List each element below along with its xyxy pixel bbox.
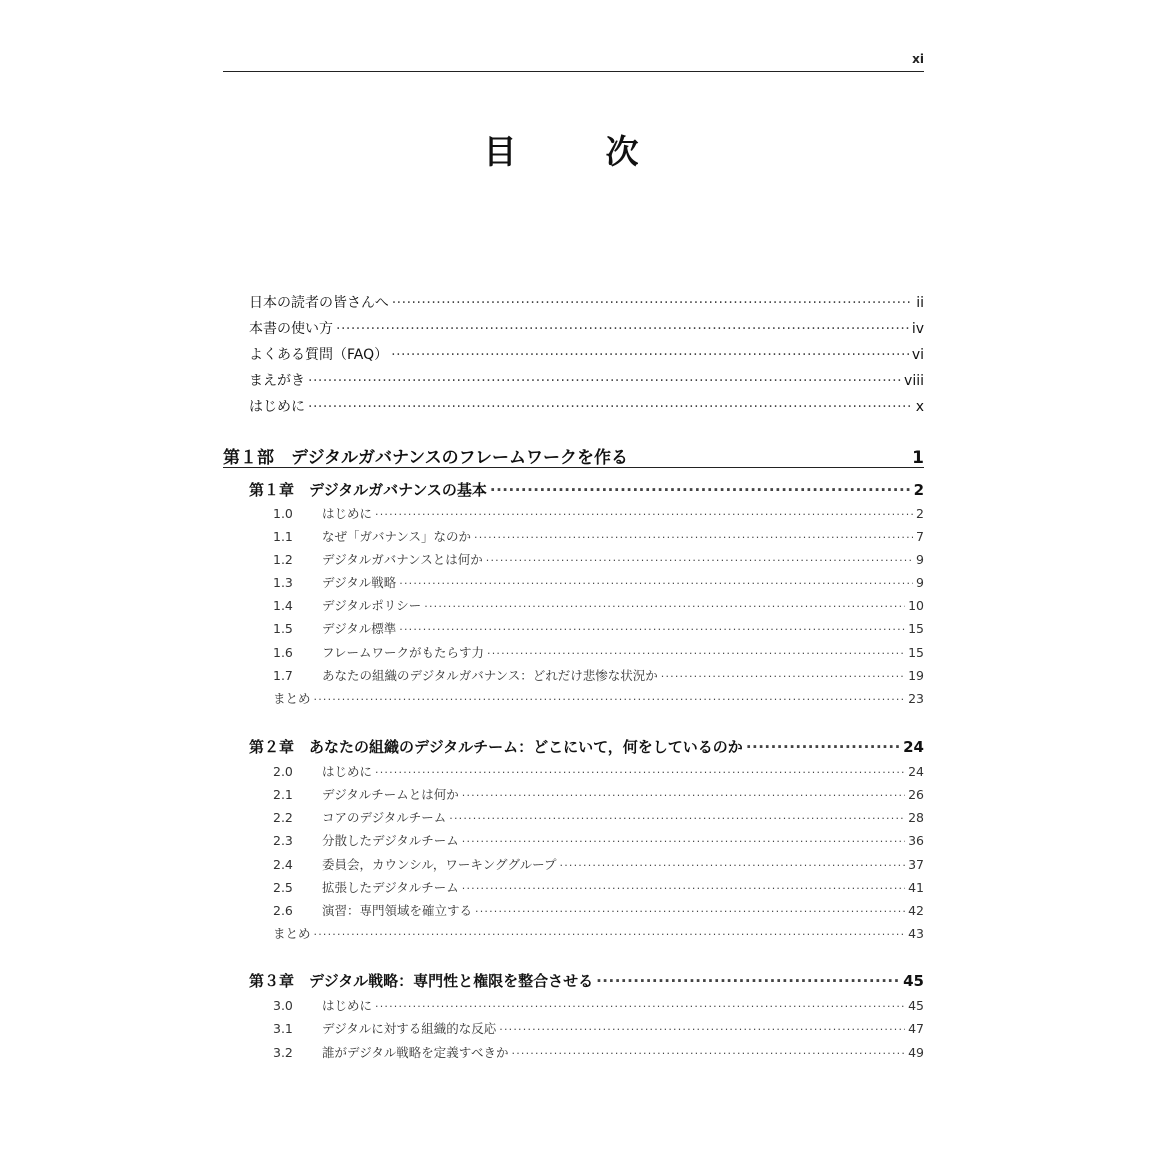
dot-leader <box>375 998 905 1011</box>
dot-leader <box>487 645 905 658</box>
section-page: 41 <box>908 880 924 895</box>
section-page: 19 <box>908 668 924 683</box>
dot-leader <box>462 787 905 800</box>
section-title: フレームワークがもたらす力 <box>322 645 485 660</box>
section-page: 24 <box>908 764 924 779</box>
section-title: 演習：専門領域を確立する <box>322 903 473 918</box>
toc-section[interactable] <box>223 1019 924 1037</box>
dot-leader <box>475 903 905 916</box>
dot-leader <box>474 529 913 542</box>
section-title: あなたの組織のデジタルガバナンス：どれだけ悲惨な状況か <box>322 668 658 683</box>
section-page: 7 <box>916 529 924 544</box>
toc-section[interactable] <box>223 527 924 545</box>
toc-section[interactable] <box>223 785 924 803</box>
toc-section[interactable] <box>223 619 924 637</box>
dot-leader <box>512 1045 906 1058</box>
section-number: 1.4 <box>273 598 293 613</box>
section-page: 47 <box>908 1021 924 1036</box>
toc-entry-page: viii <box>904 373 924 389</box>
toc-entry-page: iv <box>911 321 924 337</box>
section-title: コアのデジタルチーム <box>322 810 447 825</box>
section-page: 36 <box>908 833 924 848</box>
chapter-label: 第１章 デジタルガバナンスの基本 <box>249 481 487 499</box>
section-page: 9 <box>916 552 924 567</box>
toc-chapter[interactable] <box>223 736 924 757</box>
section-title: まとめ <box>273 926 311 941</box>
section-page: 42 <box>908 903 924 918</box>
toc-section[interactable] <box>223 762 924 780</box>
toc-entry-label: よくある質問（FAQ） <box>249 347 389 363</box>
toc-part-heading[interactable] <box>223 443 924 468</box>
section-number: 3.0 <box>273 998 293 1013</box>
toc-section[interactable] <box>223 878 924 896</box>
chapter-page: 45 <box>903 972 924 990</box>
dot-leader <box>314 691 906 704</box>
section-page: 15 <box>908 645 924 660</box>
dot-leader <box>449 810 905 823</box>
chapter-page: 2 <box>913 481 924 499</box>
section-page: 23 <box>908 691 924 706</box>
toc-entry[interactable] <box>223 318 924 338</box>
section-title: まとめ <box>273 691 311 706</box>
dot-leader <box>336 319 909 333</box>
toc-entry[interactable] <box>223 396 924 416</box>
dot-leader <box>490 480 911 495</box>
toc-entry-label: 本書の使い方 <box>249 321 333 337</box>
toc-entry-label: 日本の読者の皆さんへ <box>249 295 389 311</box>
chapter-page: 24 <box>903 738 924 756</box>
chapter-label: 第３章 デジタル戦略：専門性と権限を整合させる <box>249 972 594 990</box>
section-number: 1.5 <box>273 621 293 636</box>
section-page: 37 <box>908 857 924 872</box>
section-title: 委員会，カウンシル，ワーキンググループ <box>322 857 557 872</box>
dot-leader <box>375 764 905 777</box>
toc-section[interactable] <box>223 924 924 942</box>
section-page: 2 <box>916 506 924 521</box>
section-number: 1.3 <box>273 575 293 590</box>
dot-leader <box>462 880 905 893</box>
section-number: 3.2 <box>273 1045 293 1060</box>
section-title: はじめに <box>322 764 373 779</box>
toc-entry-label: まえがき <box>249 373 305 389</box>
toc-section[interactable] <box>223 1043 924 1061</box>
toc-entry-page: vi <box>911 347 924 363</box>
section-title: デジタルに対する組織的な反応 <box>322 1021 497 1036</box>
page-title: 目 次 <box>483 132 667 171</box>
toc-entry-page: ii <box>916 295 924 311</box>
toc-section[interactable] <box>223 643 924 661</box>
toc-section[interactable] <box>223 689 924 707</box>
toc-section[interactable] <box>223 573 924 591</box>
section-page: 43 <box>908 926 924 941</box>
section-number: 1.1 <box>273 529 293 544</box>
section-page: 15 <box>908 621 924 636</box>
section-number: 1.0 <box>273 506 293 521</box>
part-page: 1 <box>912 448 924 468</box>
toc-entry[interactable] <box>223 344 924 364</box>
toc-section[interactable] <box>223 901 924 919</box>
part-label: 第１部 デジタルガバナンスのフレームワークを作る <box>223 448 628 468</box>
dot-leader <box>462 833 905 846</box>
dot-leader <box>391 345 909 359</box>
dot-leader <box>375 506 913 519</box>
section-page: 10 <box>908 598 924 613</box>
section-title: デジタルチームとは何か <box>322 787 459 802</box>
section-page: 49 <box>908 1045 924 1060</box>
section-number: 2.3 <box>273 833 293 848</box>
section-number: 3.1 <box>273 1021 293 1036</box>
toc-section[interactable] <box>223 855 924 873</box>
dot-leader <box>314 926 906 939</box>
section-title: デジタル標準 <box>322 621 397 636</box>
section-number: 1.7 <box>273 668 293 683</box>
toc-entry[interactable] <box>223 292 924 312</box>
dot-leader <box>486 552 913 565</box>
section-number: 2.0 <box>273 764 293 779</box>
section-number: 2.4 <box>273 857 293 872</box>
section-title: はじめに <box>322 506 373 521</box>
dot-leader <box>560 857 906 870</box>
dot-leader <box>746 737 900 752</box>
page-number: xi <box>912 52 924 66</box>
dot-leader <box>308 371 901 385</box>
section-number: 1.2 <box>273 552 293 567</box>
section-title: 誰がデジタル戦略を定義すべきか <box>322 1045 509 1060</box>
dot-leader <box>399 621 905 634</box>
dot-leader <box>596 971 900 986</box>
section-title: はじめに <box>322 998 373 1013</box>
toc-section[interactable] <box>223 666 924 684</box>
section-title: 分散したデジタルチーム <box>322 833 459 848</box>
section-title: デジタル戦略 <box>322 575 397 590</box>
toc-entry[interactable] <box>223 370 924 390</box>
section-page: 45 <box>908 998 924 1013</box>
part-rule <box>223 467 924 468</box>
toc-chapter[interactable] <box>223 479 924 500</box>
toc-section[interactable] <box>223 504 924 522</box>
section-number: 2.2 <box>273 810 293 825</box>
toc-entry-page: x <box>915 399 924 415</box>
section-number: 2.5 <box>273 880 293 895</box>
dot-leader <box>424 598 905 611</box>
chapter-label: 第２章 あなたの組織のデジタルチーム：どこにいて，何をしているのか <box>249 738 743 756</box>
dot-leader <box>308 397 913 411</box>
toc-entry-label: はじめに <box>249 399 305 415</box>
section-number: 2.1 <box>273 787 293 802</box>
section-number: 2.6 <box>273 903 293 918</box>
dot-leader <box>661 668 905 681</box>
section-page: 28 <box>908 810 924 825</box>
toc-section[interactable] <box>223 596 924 614</box>
toc-section[interactable] <box>223 808 924 826</box>
section-title: デジタルポリシー <box>322 598 422 613</box>
toc-chapter[interactable] <box>223 970 924 991</box>
toc-section[interactable] <box>223 996 924 1014</box>
dot-leader <box>399 575 913 588</box>
dot-leader <box>392 293 913 307</box>
toc-section[interactable] <box>223 550 924 568</box>
section-title: 拡張したデジタルチーム <box>322 880 459 895</box>
dot-leader <box>499 1021 905 1034</box>
toc-section[interactable] <box>223 831 924 849</box>
section-page: 26 <box>908 787 924 802</box>
section-page: 9 <box>916 575 924 590</box>
header-rule <box>223 71 924 72</box>
section-title: なぜ「ガバナンス」なのか <box>322 529 472 544</box>
section-number: 1.6 <box>273 645 293 660</box>
section-title: デジタルガバナンスとは何か <box>322 552 483 567</box>
